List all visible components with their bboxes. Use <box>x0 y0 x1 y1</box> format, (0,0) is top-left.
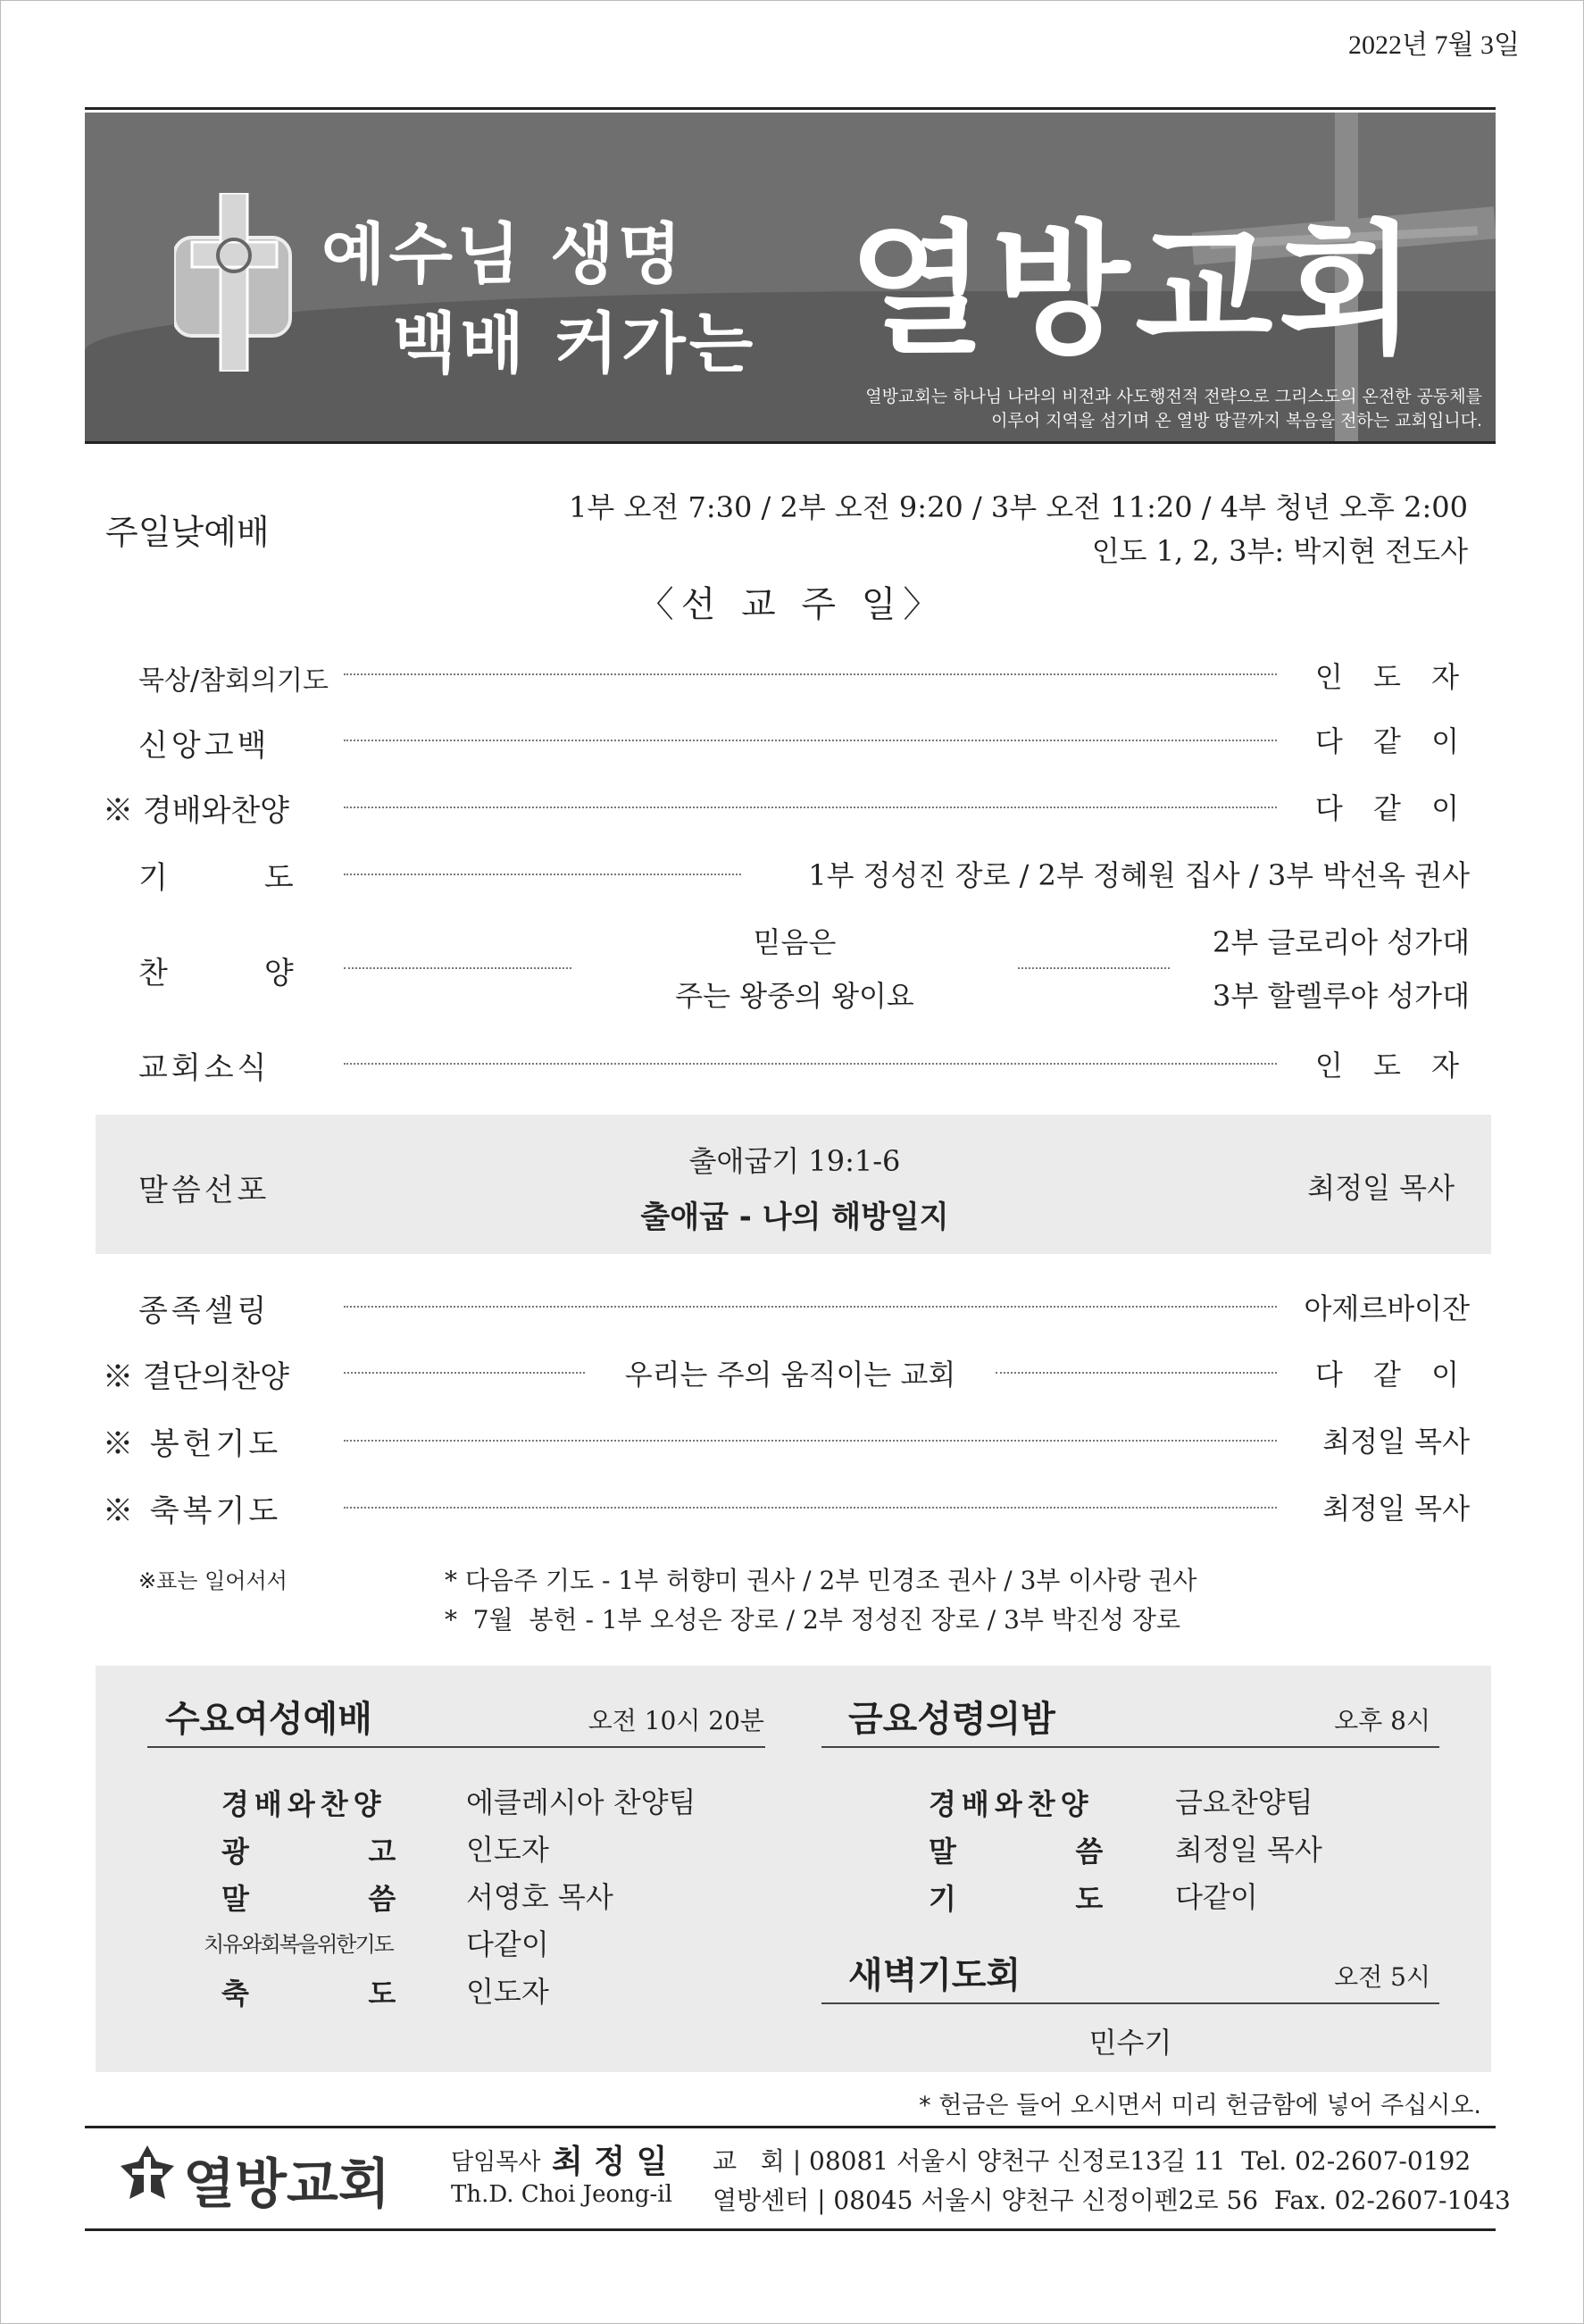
prayer-leaders: 1부 정성진 장로 / 2부 정혜원 집사 / 3부 박선옥 권사 <box>808 858 1470 892</box>
sermon-title: 출애굽 - 나의 해방일지 <box>640 1200 949 1235</box>
praise-song1: 믿음은 <box>753 925 837 959</box>
banner-description <box>865 385 1482 433</box>
sermon-scripture: 출애굽기 19:1-6 <box>688 1144 901 1178</box>
leader-dots <box>344 1372 585 1374</box>
wed-value: 에클레시아 찬양팀 <box>466 1785 696 1819</box>
choir2: 3부 할렐루야 성가대 <box>1213 979 1470 1013</box>
friday-title: 금요성령의밤 <box>848 1699 1055 1740</box>
order-leader: 인 도 자 <box>1314 1049 1470 1083</box>
divider <box>85 2126 1496 2128</box>
leader-dots <box>344 740 1277 741</box>
praise-song2: 주는 왕중의 왕이요 <box>675 979 914 1013</box>
church-logo-icon <box>116 2144 179 2206</box>
divider <box>85 441 1496 444</box>
order-label: 종족셀링 <box>138 1293 271 1329</box>
divider <box>821 2002 1439 2004</box>
fri-label: 기 도 <box>929 1882 1105 1916</box>
leader-dots <box>344 1306 1277 1308</box>
fri-label: 경배와찬양 <box>929 1787 1094 1821</box>
wed-label: 말 씀 <box>221 1882 398 1916</box>
choir1: 2부 글로리아 성가대 <box>1213 925 1470 959</box>
fri-value: 최정일 목사 <box>1175 1833 1322 1867</box>
friday-time: 오후 8시 <box>1334 1706 1430 1735</box>
wed-label: 치유와회복을위한기도 <box>204 1932 393 1957</box>
leader-dots <box>344 967 571 969</box>
order-label: ※ 축복기도 <box>103 1493 282 1529</box>
wed-value: 인도자 <box>466 1975 549 2009</box>
divider <box>85 2228 1496 2231</box>
pastor-english-name: Th.D. Choi Jeong-il <box>451 2181 672 2208</box>
church-name-title: 열방교회 <box>848 206 1422 373</box>
order-leader: 인 도 자 <box>1314 660 1470 694</box>
leader-dots <box>344 874 741 875</box>
header-banner <box>85 113 1496 441</box>
offering-prayer-note: * 7월 봉헌 - 1부 오성은 장로 / 2부 정성진 장로 / 3부 박진성 장로 <box>445 1605 1181 1634</box>
fri-value: 다같이 <box>1175 1880 1258 1914</box>
cross-scroll-icon <box>174 193 299 372</box>
divider <box>85 107 1496 110</box>
sunday-service-title: 주일낮예배 <box>105 513 270 552</box>
leader-dots <box>344 1440 1277 1442</box>
offering-note: * 헌금은 들어 오시면서 미리 헌금함에 넣어 주십시오. <box>919 2092 1481 2119</box>
sermon-preacher: 최정일 목사 <box>1307 1171 1455 1205</box>
wednesday-time: 오전 10시 20분 <box>588 1706 764 1735</box>
order-leader: 다 같 이 <box>1314 724 1470 758</box>
sermon-label: 말씀선포 <box>138 1173 271 1208</box>
wed-label: 경배와찬양 <box>221 1787 387 1821</box>
leader-dots <box>996 1372 1277 1374</box>
service-times: 1부 오전 7:30 / 2부 오전 9:20 / 3부 오전 11:20 / 4부 청년 오후 2:00 <box>569 490 1468 524</box>
order-label: 기 도 <box>138 860 294 896</box>
worship-theme: 〈선 교 주 일〉 <box>638 584 946 625</box>
church-address: 교 회 | 08081 서울시 양천구 신정로13길 11 Tel. 02-2607-0192 <box>713 2146 1471 2176</box>
order-leader: 아제르바이잔 <box>1304 1292 1470 1325</box>
wed-value: 인도자 <box>466 1833 549 1867</box>
leader-dots <box>344 1063 1277 1065</box>
center-address: 열방센터 | 08045 서울시 양천구 신정이펜2로 56 Fax. 02-2607-1043 <box>713 2186 1511 2215</box>
order-label: 묵상/참회의기도 <box>138 665 329 697</box>
footer-logo-text: 열방교회 <box>183 2153 390 2216</box>
order-label: ※ 봉헌기도 <box>103 1426 282 1462</box>
dawn-prayer-book: 민수기 <box>1088 2026 1172 2060</box>
banner-desc-line1: 열방교회는 하나님 나라의 비전과 사도행전적 전략으로 그리스도의 온전한 공동체를 <box>865 387 1482 406</box>
wednesday-title: 수요여성예배 <box>165 1699 372 1740</box>
divider <box>821 1746 1439 1748</box>
fri-value: 금요찬양팀 <box>1175 1785 1313 1819</box>
service-leader: 인도 1, 2, 3부: 박지현 전도사 <box>1091 534 1468 568</box>
leader-dots <box>1018 967 1170 969</box>
pastor-role: 담임목사 <box>451 2149 541 2176</box>
order-leader: 다 같 이 <box>1314 1358 1470 1392</box>
order-label: ※ 결단의찬양 <box>103 1359 290 1395</box>
dawn-prayer-title: 새벽기도회 <box>848 1955 1021 1996</box>
order-label: 신앙고백 <box>138 728 271 764</box>
order-label: ※ 경배와찬양 <box>103 793 290 829</box>
next-week-prayer-note: * 다음주 기도 - 1부 허향미 권사 / 2부 민경조 권사 / 3부 이사랑 권사 <box>445 1566 1197 1595</box>
divider <box>147 1746 765 1748</box>
wed-value: 다같이 <box>466 1927 549 1961</box>
fri-label: 말 씀 <box>929 1835 1105 1868</box>
leader-dots <box>344 673 1277 675</box>
standing-note: ※표는 일어서서 <box>138 1568 288 1593</box>
wed-label: 광 고 <box>221 1835 398 1868</box>
pastor-name: 최 정 일 <box>552 2144 668 2180</box>
order-label: 찬 양 <box>138 956 294 991</box>
order-leader: 다 같 이 <box>1314 791 1470 825</box>
wed-label: 축 도 <box>221 1977 398 2011</box>
bulletin-date: 2022년 7월 3일 <box>1348 30 1520 60</box>
banner-desc-line2: 이루어 지역을 섬기며 온 열방 땅끝까지 복음을 전하는 교회입니다. <box>991 411 1482 431</box>
leader-dots <box>344 807 1277 808</box>
leader-dots <box>344 1507 1277 1509</box>
wed-value: 서영호 목사 <box>466 1880 613 1914</box>
closing-hymn: 우리는 주의 움직이는 교회 <box>624 1358 956 1392</box>
order-leader: 최정일 목사 <box>1322 1425 1470 1459</box>
slogan-line2: 백배 커가는 <box>393 305 757 382</box>
dawn-prayer-time: 오전 5시 <box>1334 1962 1430 1992</box>
order-leader: 최정일 목사 <box>1322 1492 1470 1526</box>
slogan-line1: 예수님 생명 <box>321 216 686 293</box>
order-label: 교회소식 <box>138 1050 271 1086</box>
